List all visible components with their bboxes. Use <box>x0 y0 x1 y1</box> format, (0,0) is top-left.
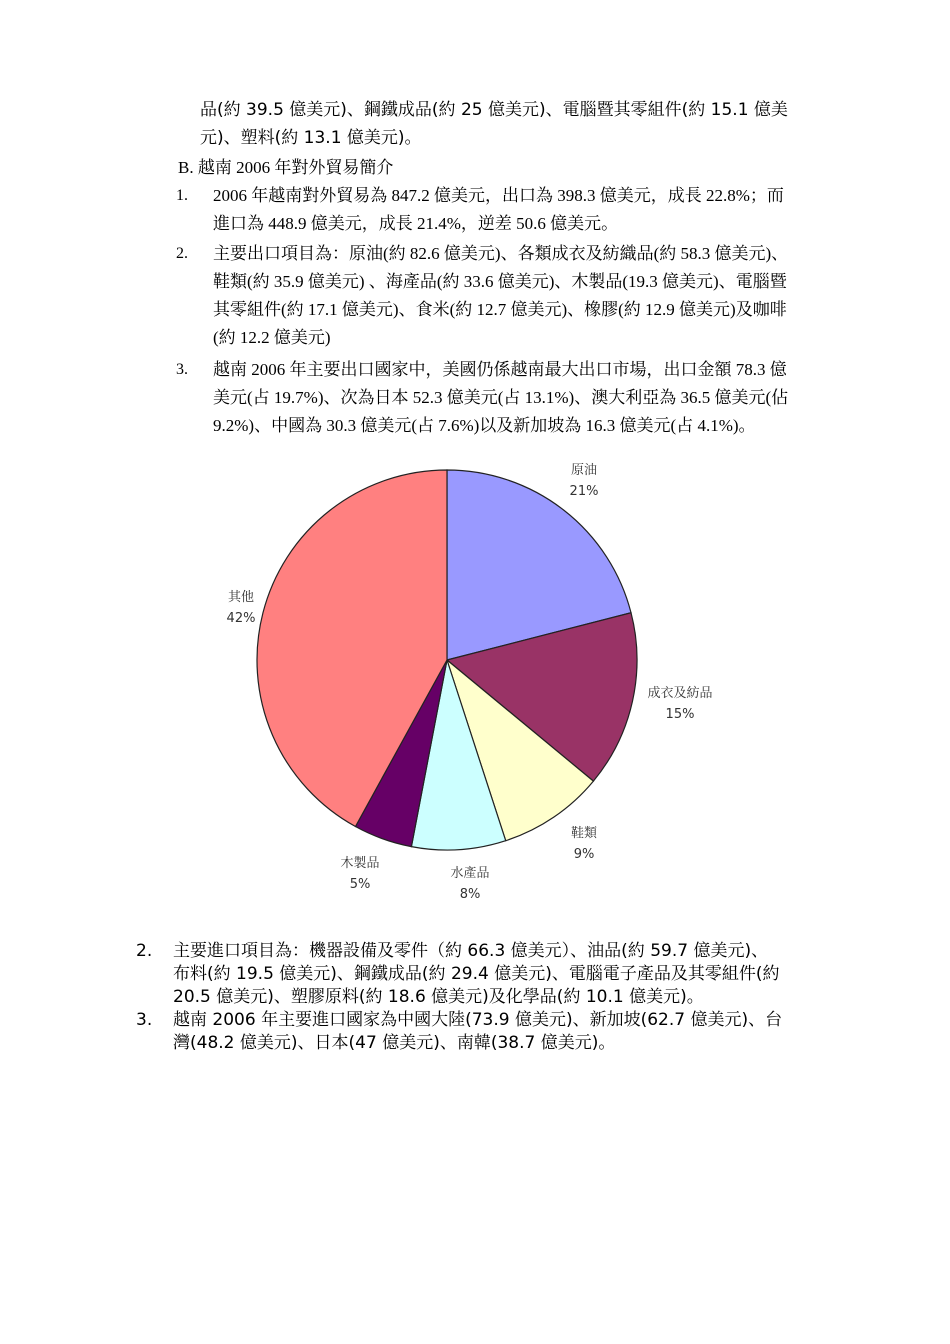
list-number: 3. <box>176 361 188 378</box>
list-item-line: 主要出口項目為：原油(約 82.6 億美元)、各類成衣及紡織品(約 58.3 億美元)、 <box>213 244 789 263</box>
list-number: 2. <box>176 245 188 262</box>
section-heading: B. 越南 2006 年對外貿易簡介 <box>178 158 394 177</box>
slice-percent-label: 42% <box>226 611 256 626</box>
slice-label: 木製品 <box>340 856 380 871</box>
list-item-line: 9.2%)、中國為 30.3 億美元(占 7.6%)以及新加坡為 16.3 億美元(占 4.1%)。 <box>213 416 756 435</box>
slice-label: 鞋類 <box>570 826 598 841</box>
slice-label: 水產品 <box>450 866 490 881</box>
slice-percent-label: 8% <box>459 887 481 902</box>
list-number: 1. <box>176 187 188 204</box>
slice-label: 其他 <box>227 590 255 605</box>
list-item-line: 美元(占 19.7%)、次為日本 52.3 億美元(占 13.1%)、澳大利亞為 36.5 億美元(佔 <box>213 388 789 407</box>
slice-percent-label: 15% <box>665 707 695 722</box>
slice-label: 成衣及紡品 <box>647 686 713 701</box>
list-item-line: 布料(約 19.5 億美元)、鋼鐵成品(約 29.4 億美元)、電腦電子產品及其零組件(約 <box>173 964 780 984</box>
slice-percent-label: 9% <box>573 847 595 862</box>
list-item-line: 主要進口項目為：機器設備及零件（約 66.3 億美元）、油品(約 59.7 億美元)、 <box>173 941 769 961</box>
list-item-line: 2006 年越南對外貿易為 847.2 億美元，出口為 398.3 億美元，成長 22.8%；而 <box>213 186 784 205</box>
slice-label: 原油 <box>570 463 598 478</box>
list-item-line: 鞋類(約 35.9 億美元) 、海產品(約 33.6 億美元)、木製品(19.3 億美元)、電腦暨 <box>213 272 787 291</box>
slice-percent-label: 21% <box>569 484 599 499</box>
paragraph-line: 品(約 39.5 億美元)、鋼鐵成品(約 25 億美元)、電腦暨其零組件(約 15.1 億美 <box>200 100 788 120</box>
list-number: 2. <box>136 941 153 961</box>
list-item-line: 其零組件(約 17.1 億美元)、食米(約 12.7 億美元)、橡膠(約 12.9 億美元)及咖啡 <box>213 300 787 319</box>
export-pie-chart <box>200 455 760 915</box>
list-item-line: 灣(48.2 億美元)、日本(47 億美元)、南韓(38.7 億美元)。 <box>173 1033 616 1053</box>
paragraph-line: 元)、塑料(約 13.1 億美元)。 <box>200 128 422 148</box>
list-item-line: (約 12.2 億美元) <box>213 328 331 347</box>
slice-percent-label: 5% <box>349 877 371 892</box>
list-item-line: 越南 2006 年主要出口國家中，美國仍係越南最大出口市場，出口金額 78.3 億 <box>213 360 787 379</box>
list-item-line: 20.5 億美元)、塑膠原料(約 18.6 億美元)及化學品(約 10.1 億美元)。 <box>173 987 704 1007</box>
list-number: 3. <box>136 1010 153 1030</box>
list-item-line: 進口為 448.9 億美元，成長 21.4%，逆差 50.6 億美元。 <box>213 214 619 233</box>
list-item-line: 越南 2006 年主要進口國家為中國大陸(73.9 億美元)、新加坡(62.7 億美元)、台 <box>173 1010 783 1030</box>
